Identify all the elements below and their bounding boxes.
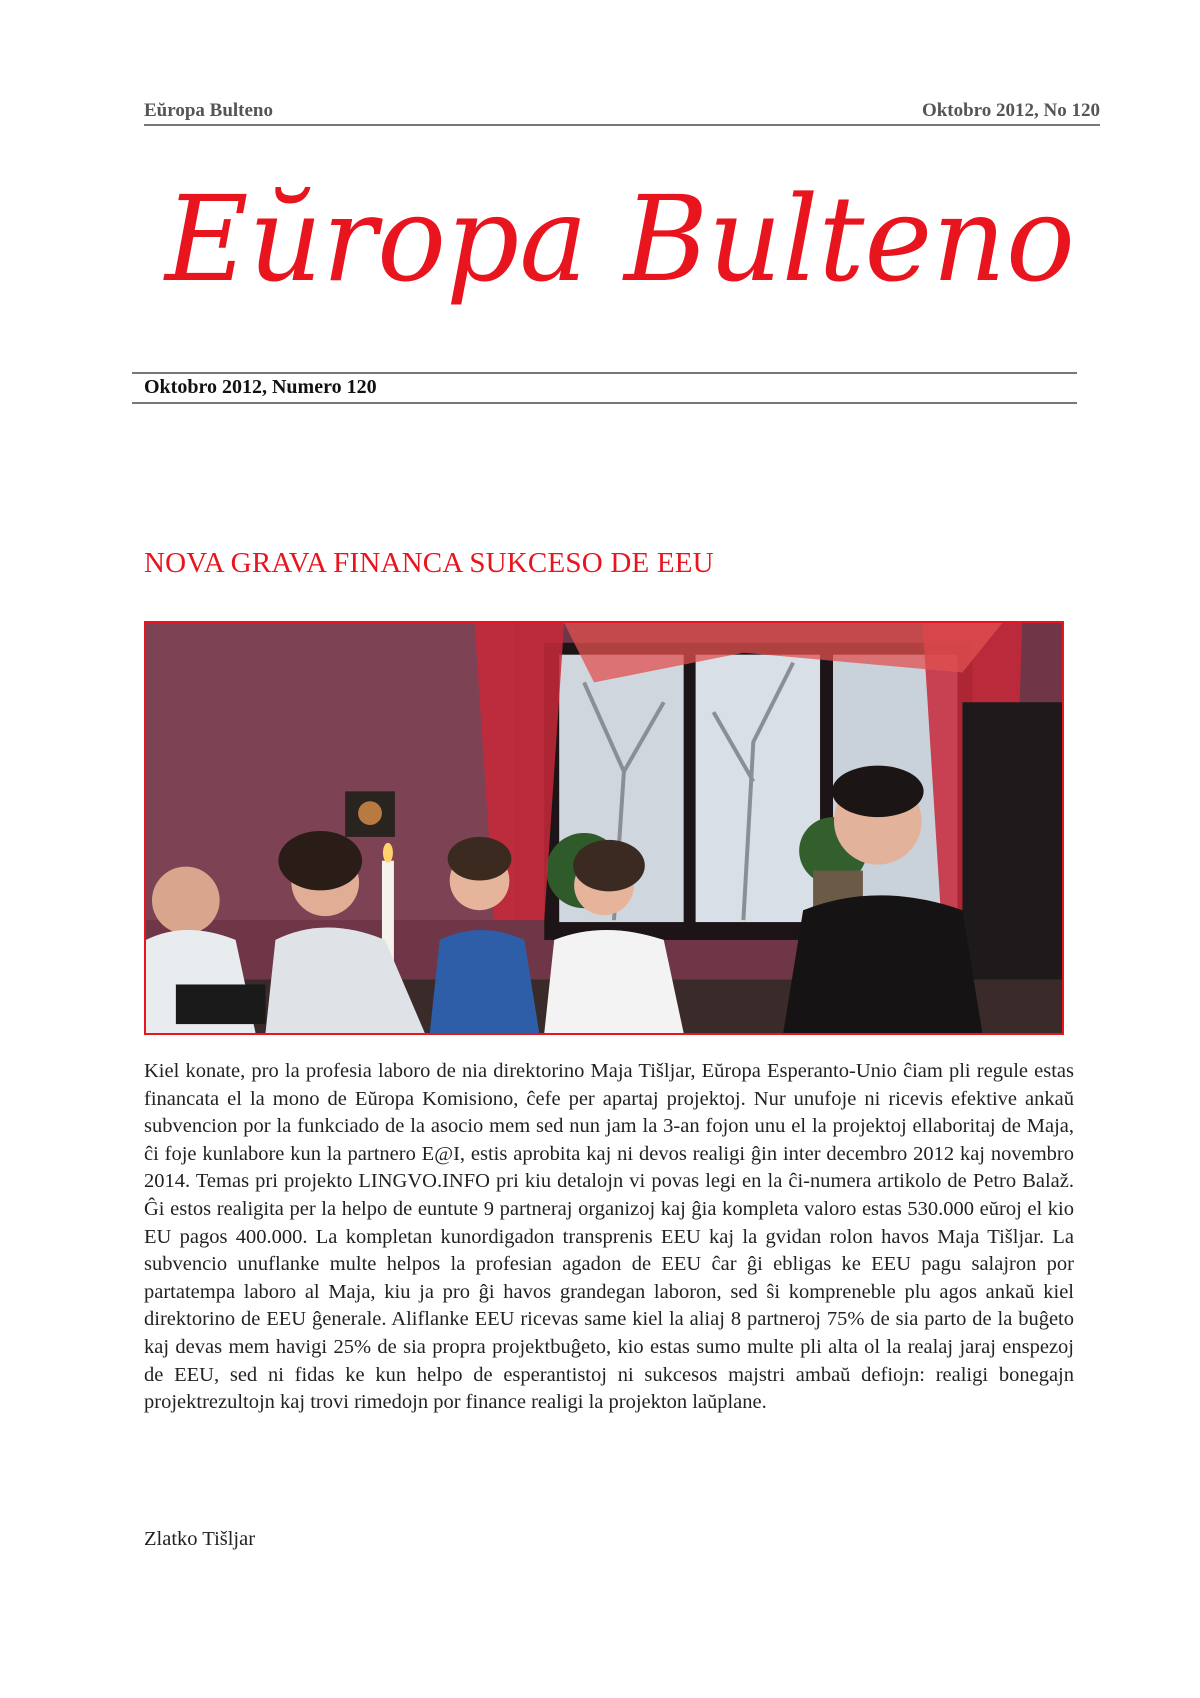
masthead-title: Eŭropa Bulteno <box>163 170 1076 308</box>
masthead-logo <box>155 160 1095 350</box>
photo-meeting-scene <box>146 623 1062 1033</box>
masthead-logo-graphic <box>155 160 1095 350</box>
issue-label: Oktobro 2012, Numero 120 <box>144 376 377 398</box>
running-header-issue: Oktobro 2012, No 120 <box>921 100 1100 121</box>
article-byline: Zlatko Tišljar <box>144 1528 256 1550</box>
article-photo <box>144 621 1064 1035</box>
running-header <box>144 100 1100 126</box>
article-title: NOVA GRAVA FINANCA SUKCESO DE EEU <box>144 547 714 579</box>
issue-bar <box>132 372 1077 404</box>
article-body: Kiel konate, pro la profesia laboro de nia direktorino Maja Tišljar, Eŭropa Esperanto-Unio ĉiam pli regule estas financata el la mono de Eŭropa Komisiono, ĉefe per apartaj projektoj. Nur unufoje ni ricevis efektive ankaŭ subvencion por la funkciado de la asocio mem sed nun jam la 3-an fojon unu el la projektoj ellaboritaj de Maja, ĉi foje kunlabore kun la partnero E@I, estis aprobita kaj ni devos realigi ĝin inter decembro 2012 kaj novembro 2014. Temas pri projekto LINGVO.INFO pri kiu detalojn vi povas legi en la ĉi-numera artikolo de Petro Balaž. Ĝi estos realigita per la helpo de euntute 9 partneraj organizoj kaj ĝia kompleta valoro estas 530.000 eŭroj el kio EU pagos 400.000. La kompletan kunordigadon transprenis EEU kaj la gvidan rolon havos Maja Tišljar. La subvencio unuflanke multe helpos la profesian agadon de EEU ĉar ĝi ebligas ke EEU pagu salajron por partatempa laboro al Maja, kiu ja pro ĝi havos grandegan laboron, sed ŝi kompreneble plu agos ankaŭ kiel direktorino de EEU ĝenerale. Aliflanke EEU ricevas same kiel la aliaj 8 partneroj 75% de sia parto de la buĝeto kaj devas mem havigi 25% de sia propra projektbuĝeto, kio estas sumo multe pli alta ol la realaj jaraj enspezoj de EEU, sed ni fidas ke kun helpo de esperantistoj ni sukcesos majstri ambaŭ defiojn: realigi bonegajn projektrezultojn kaj trovi rimedojn por finance realigi la projekton laŭplane. <box>144 1060 1074 1414</box>
running-header-publication: Eŭropa Bulteno <box>144 100 273 121</box>
